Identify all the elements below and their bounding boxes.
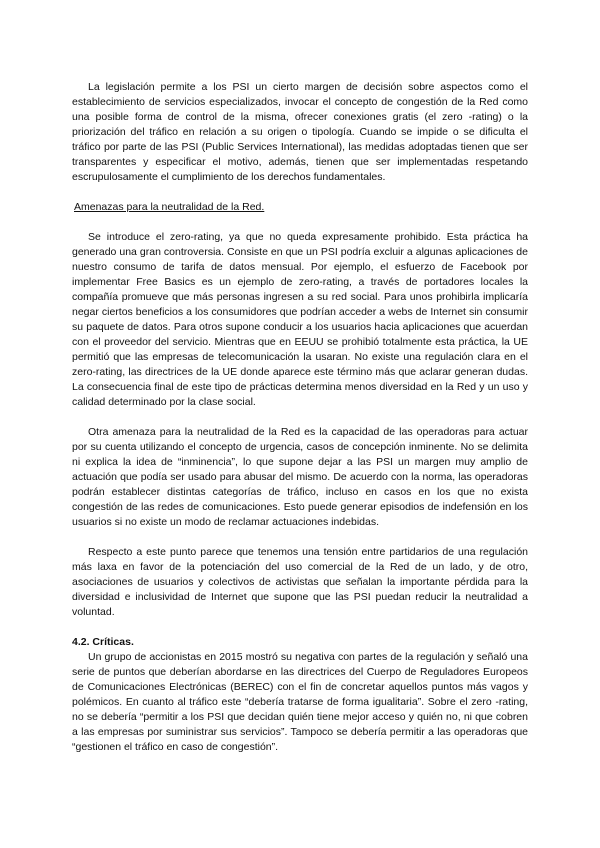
paragraph-tension: Respecto a este punto parece que tenemos una tensión entre partidarios de una regulación más laxa en favor de la potenciación del uso comercial de la Red de un lado, y de otro, asociaciones de usuarios y colectivos de activistas que señalan la importante pérdida para la diversidad e inclusividad de Internet que supone que las PSI puedan reducir la neutralidad a voluntad. [72,546,528,618]
document-page [72,80,528,755]
subsection-heading-criticism: 4.2. Críticas. [72,636,134,648]
paragraph-psi-legislation: La legislación permite a los PSI un cierto margen de decisión sobre aspectos como el establecimiento de servicios especializados, invocar el concepto de congestión de la Red como una posible forma de control de la misma, ofrecer conexiones gratis (el zero -rating) o la priorización del tráfico en relación a su origen o tipología. Cuando se impide o se dificulta el tráfico por parte de las PSI (Public Services International), las medidas adoptadas tienen que ser transparentes y especificar el motivo, además, tienen que ser implementadas respetando escrupulosamente el cumplimiento de los derechos fundamentales. [72,81,528,183]
paragraph-shareholders: Un grupo de accionistas en 2015 mostró su negativa con partes de la regulación y señaló una serie de puntos que deberían abordarse en las directrices del Cuerpo de Reguladores Europeos de Comunicaciones Electrónicas (BEREC) con el fin de concretar aquellos puntos más vagos y polémicos. En cuanto al tráfico este “debería tratarse de forma igualitaria”. Sobre el zero -rating, no se debería “permitir a los PSI que decidan quién tiene mejor acceso y quién no, ni que cobren a las empresas por suministrar sus servicios”. Tampoco se debería permitir a las operadoras que “gestionen el tráfico en caso de congestión”. [72,651,528,753]
paragraph-urgency: Otra amenaza para la neutralidad de la Red es la capacidad de las operadoras para actuar por su cuenta utilizando el concepto de urgencia, casos de concepción inminente. No se delimita ni explica la idea de “inminencia”, lo que supone dejar a las PSI un margen muy amplio de actuación que podía ser usado para abusar del mismo. De acuerdo con la norma, las operadoras podrán establecer distintas categorías de tráfico, incluso en casos en los que no exista congestión de las redes de comunicaciones. Esto puede generar episodios de indefensión en los usuarios si no existe un modo de reclamar actuaciones indebidas. [72,426,528,528]
section-heading-threats: Amenazas para la neutralidad de la Red. [74,201,265,213]
paragraph-zero-rating: Se introduce el zero-rating, ya que no queda expresamente prohibido. Esta práctica ha generado una gran controversia. Consiste en que un PSI podría excluir a algunas aplicaciones de nuestro consumo de tarifa de datos mensual. Por ejemplo, el esfuerzo de Facebook por implementar Free Basics es un ejemplo de zero-rating, a través de portadores locales la compañía promueve que más personas ingresen a su red social. Para unos prohibirla implicaría negar ciertos beneficios a los consumidores que podrían acceder a webs de Internet sin consumir su paquete de datos. Para otros supone conducir a los usuarios hacia aplicaciones que acuerdan con el proveedor del servicio. Mientras que en EEUU se prohibió totalmente esta práctica, la UE permitió que las empresas de telecomunicación la usaran. No existe una regulación clara en el zero-rating, las directrices de la UE donde aparece este término más que aclarar generan dudas. La consecuencia final de este tipo de prácticas determina menos diversidad en la Red y un uso y calidad determinado por la clase social. [72,231,528,408]
